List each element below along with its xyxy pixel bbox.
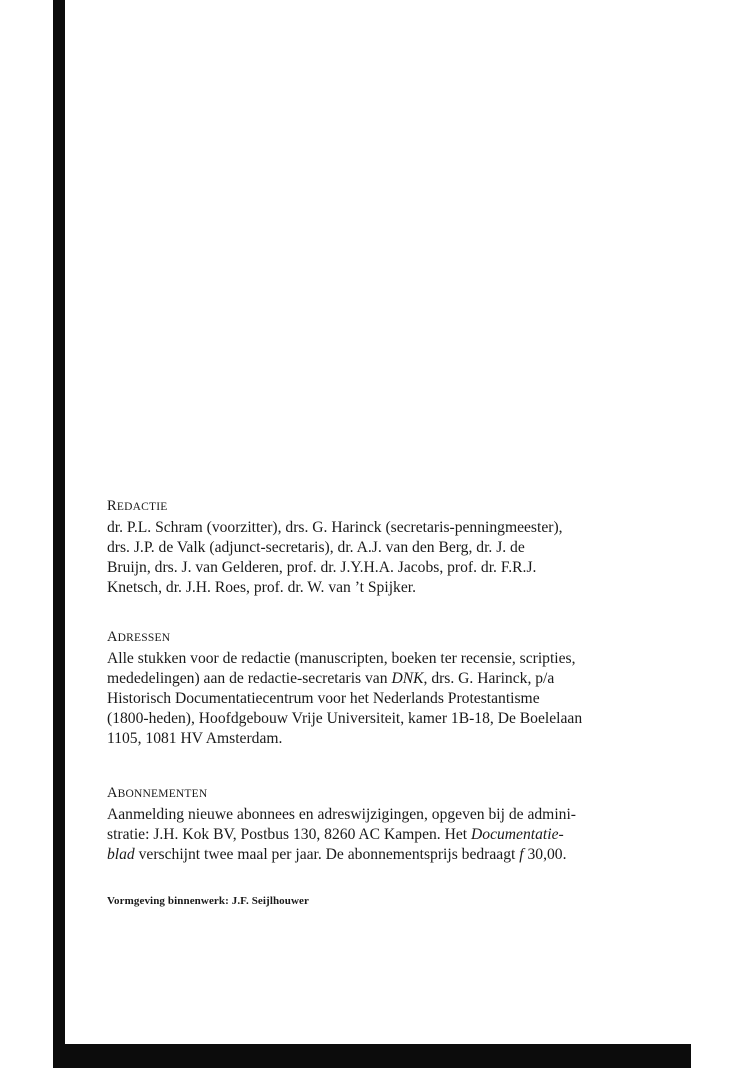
- abonnementen-section: [107, 784, 647, 865]
- redactie-heading: REDACTIE: [107, 498, 168, 514]
- adressen-line-1: Alle stukken voor de redactie (manuscripten, boeken ter recensie, scripties,: [107, 650, 576, 667]
- abonnementen-line-1: Aanmelding nieuwe abonnees en adreswijzigingen, opgeven bij de admini-: [107, 806, 576, 823]
- redactie-line-3: Bruijn, drs. J. van Gelderen, prof. dr. J.Y.H.A. Jacobs, prof. dr. F.R.J.: [107, 559, 537, 576]
- abonnementen-line-2: stratie: J.H. Kok BV, Postbus 130, 8260 AC Kampen. Het Documentatie-: [107, 826, 564, 843]
- adressen-line-3: Historisch Documentatiecentrum voor het Nederlands Protestantisme: [107, 690, 540, 707]
- design-credit: Vormgeving binnenwerk: J.F. Seijlhouwer: [107, 895, 310, 907]
- scan-border-left: [53, 0, 65, 1068]
- adressen-heading: ADRESSEN: [107, 629, 171, 645]
- abonnementen-heading: ABONNEMENTEN: [107, 785, 208, 801]
- redactie-section: [107, 497, 647, 598]
- journal-title-part-2: blad: [107, 846, 135, 863]
- adressen-section: [107, 628, 647, 749]
- redactie-line-4: Knetsch, dr. J.H. Roes, prof. dr. W. van ’t Spijker.: [107, 579, 416, 596]
- redactie-line-1: dr. P.L. Schram (voorzitter), drs. G. Harinck (secretaris-penningmeester),: [107, 519, 563, 536]
- adressen-line-5: 1105, 1081 HV Amsterdam.: [107, 730, 283, 747]
- adressen-line-4: (1800-heden), Hoofdgebouw Vrije Universiteit, kamer 1B-18, De Boelelaan: [107, 710, 583, 727]
- adressen-line-2: mededelingen) aan de redactie-secretaris van DNK, drs. G. Harinck, p/a: [107, 670, 555, 687]
- florin-sign: f: [519, 846, 524, 863]
- redactie-line-2: drs. J.P. de Valk (adjunct-secretaris), dr. A.J. van den Berg, dr. J. de: [107, 539, 525, 556]
- journal-abbreviation: DNK: [391, 670, 424, 687]
- abonnementen-line-3: blad verschijnt twee maal per jaar. De abonnementsprijs bedraagt f 30,00.: [107, 846, 567, 863]
- scan-border-bottom: [53, 1044, 691, 1068]
- journal-title-part-1: Documentatie-: [471, 826, 564, 843]
